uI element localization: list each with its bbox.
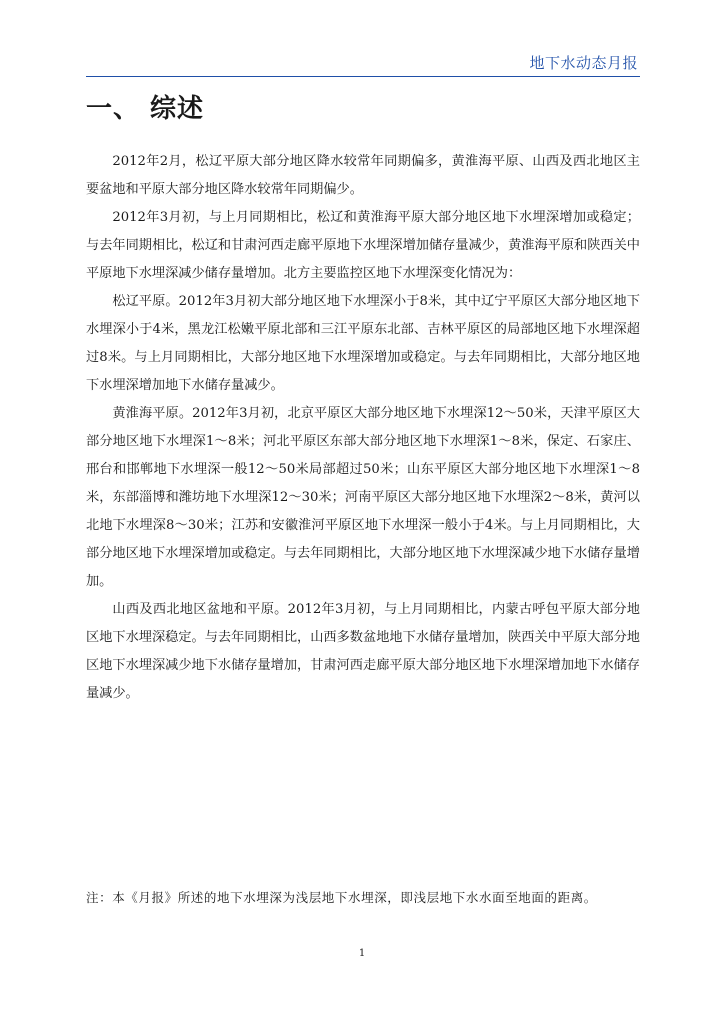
header-rule [86, 76, 640, 77]
paragraph-shanxi-northwest: 山西及西北地区盆地和平原。2012年3月初，与上月同期相比，内蒙古呼包平原大部分地区地下水埋深稳定。与去年同期相比，山西多数盆地地下水储存量增加，陕西关中平原大部分地区地下水埋深减少地下水储存量增加，甘肃河西走廊平原大部分地区地下水埋深增加地下水储存量减少。 [86, 602, 640, 701]
paragraph-huanghuaihai-plain: 黄淮海平原。2012年3月初，北京平原区大部分地区地下水埋深12～50米，天津平原区大部分地区地下水埋深1～8米；河北平原区东部大部分地区地下水埋深1～8米，保定、石家庄、邢台和邯郸地下水埋深一般12～50米局部超过50米；山东平原区大部分地区地下水埋深1～8米，东部淄博和潍坊地下水埋深12～30米；河南平原区大部分地区地下水埋深2～8米，黄河以北地下水埋深8～30米；江苏和安徽淮河平原区地下水埋深一般小于4米。与上月同期相比，大部分地区地下水埋深增加或稳定。与去年同期相比，大部分地区地下水埋深减少地下水储存量增加。 [86, 406, 640, 589]
section-title: 一、 综述 [86, 94, 205, 124]
paragraph-songliao-plain: 松辽平原。2012年3月初大部分地区地下水埋深小于8米，其中辽宁平原区大部分地区地下水埋深小于4米，黑龙江松嫩平原北部和三江平原东北部、吉林平原区的局部地区地下水埋深超过8米。与上月同期相比，大部分地区地下水埋深增加或稳定。与去年同期相比，大部分地区地下水埋深增加地下水储存量减少。 [86, 294, 640, 393]
page-number: 1 [358, 948, 366, 959]
paragraph-precipitation: 2012年2月，松辽平原大部分地区降水较常年同期偏多，黄淮海平原、山西及西北地区主要盆地和平原大部分地区降水较常年同期偏少。 [86, 154, 640, 197]
paragraph-overview: 2012年3月初，与上月同期相比，松辽和黄淮海平原大部分地区地下水埋深增加或稳定；与去年同期相比，松辽和甘肃河西走廊平原地下水埋深增加储存量减少，黄淮海平原和陕西关中平原地下水埋深减少储存量增加。北方主要监控区地下水埋深变化情况为： [86, 210, 640, 281]
footnote: 注：本《月报》所述的地下水埋深为浅层地下水埋深，即浅层地下水水面至地面的距离。 [86, 890, 597, 905]
body-text [86, 148, 640, 708]
running-header: 地下水动态月报 [529, 54, 638, 72]
